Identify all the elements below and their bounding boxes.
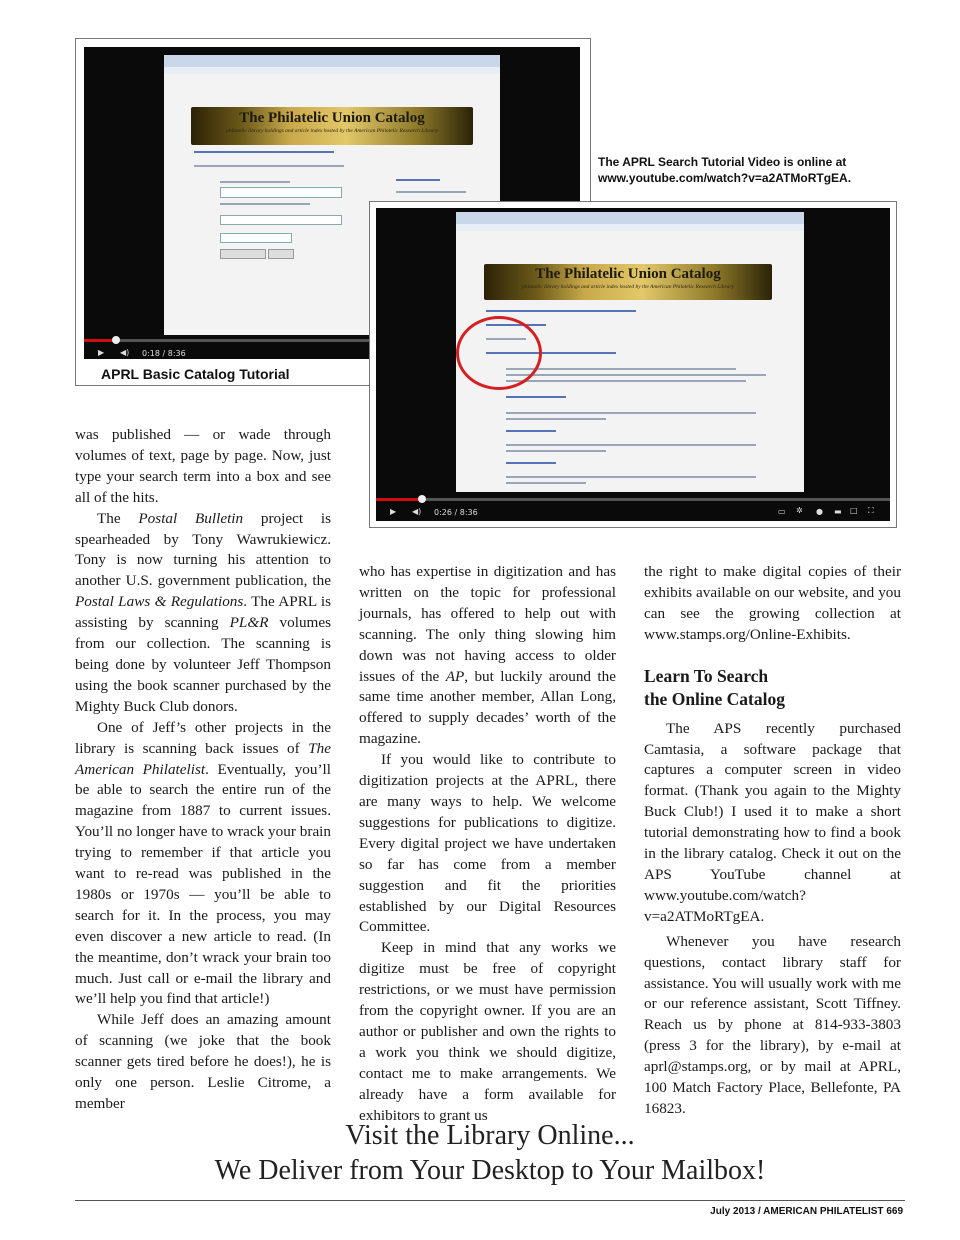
article-column-3 [644, 562, 901, 1120]
browser-menu-bar [456, 224, 804, 231]
banner-title: The Philatelic Union Catalog [239, 110, 425, 126]
theater-mode-icon[interactable]: □ [850, 506, 858, 515]
article-column-2 [359, 562, 616, 1126]
promo-line-2: We Deliver from Your Desktop to Your Mailbox! [214, 1155, 766, 1186]
play-icon[interactable]: ▶ [98, 348, 105, 357]
miniplayer-icon[interactable]: ▬ [834, 507, 842, 516]
browser-menu-bar [164, 67, 500, 74]
banner-subtitle: philatelic library holdings and article index hosted by the American Philatelic Research Library [521, 284, 735, 290]
volume-icon[interactable]: ◀) [120, 348, 130, 357]
captions-icon[interactable]: ▭ [778, 507, 786, 516]
video-screenshot-2 [456, 212, 804, 492]
catalog-banner [191, 107, 473, 145]
article-column-1 [75, 425, 331, 1115]
paragraph: If you would like to contribute to digitization projects at the APRL, there are many ways to help. We welcome suggestions for publications to digitize. Every digital project we have undertaken so far has come from a member suggestion and fit the priorities established by our Digital Resources Committee. [359, 751, 616, 936]
video-caption: APRL Basic Catalog Tutorial [101, 366, 290, 382]
seek-knob[interactable] [112, 336, 120, 344]
video-player-2[interactable] [376, 208, 890, 521]
tutorial-video-caption: The APRL Search Tutorial Video is online at www.youtube.com/watch?v=a2ATMoRTgEA. [598, 155, 852, 185]
paragraph: was published — or wade through volumes of text, page by page. Now, just type your search term into a box and see all of the hits. [75, 426, 331, 506]
video-time: 0:26 / 8:36 [434, 508, 478, 517]
search-box [220, 187, 342, 198]
browser-toolbar [164, 55, 500, 67]
fullscreen-icon[interactable]: ⛶ [868, 506, 874, 515]
video-time: 0:18 / 8:36 [142, 349, 186, 358]
catalog-banner [484, 264, 772, 300]
footer-divider [75, 1200, 905, 1201]
settings-icon[interactable]: ✲ [796, 506, 803, 515]
browser-toolbar [456, 212, 804, 224]
paragraph: the right to make digital copies of their exhibits available on our website, and you can see the growing collection at www.stamps.org/Online-Exhibits. [644, 563, 901, 643]
paragraph: The Postal Bulletin project is spearheaded by Tony Wawrukiewicz. Tony is now turning his attention to another U.S. government publication, the Postal Laws & Regulations. The APRL is assisting by scanning PL&R volumes from our collection. The scanning is being done by volunteer Jeff Thompson using the book scanner purchased by the Mighty Buck Club donors. [75, 509, 332, 715]
page-footer: July 2013 / AMERICAN PHILATELIST 669 [710, 1206, 903, 1217]
volume-icon[interactable]: ◀) [412, 507, 422, 516]
promo-banner [75, 1118, 905, 1188]
play-icon[interactable]: ▶ [390, 507, 397, 516]
tutorial-video-frame-2[interactable] [369, 201, 897, 528]
promo-line-1: Visit the Library Online... [345, 1120, 635, 1151]
banner-title: The Philatelic Union Catalog [535, 266, 721, 282]
paragraph: Keep in mind that any works we digitize must be free of copyright restrictions, or we must have permission from the copyright owner. If you are an author or publisher and own the rights to a work you think we should digitize, contact me to make arrangements. We already have a form available for exhibitors to grant us [359, 939, 616, 1124]
banner-subtitle: philatelic library holdings and article index hosted by the American Philatelic Research Library [225, 128, 439, 134]
section-heading: Learn To Search the Online Catalog [644, 665, 785, 709]
paragraph: Whenever you have research questions, contact library staff for assistance. You will usually work with me or our reference assistant, Scott Tiffney. Reach us by phone at 814-933-3803 (press 3 for the library), by e-mail at aprl@stamps.org, or by mail at APRL, 100 Match Factory Place, Bellefonte, PA 16823. [644, 932, 901, 1117]
paragraph: The APS recently purchased Camtasia, a software package that captures a computer screen in video format. (Thank you again to the Mighty Buck Club!) I used it to make a short tutorial demonstrating how to find a book in the library catalog. Check it out on the APS YouTube channel at www.youtube.com/watch?v=a2ATMoRTgEA. [644, 719, 901, 925]
seek-knob[interactable] [418, 495, 426, 503]
paragraph: who has expertise in digitization and has written on the topic for professional journals, has offered to help out with scanning. The only thing slowing him down was not having access to older issues of the AP, but luckily around the same time another member, Allan Long, offered to supply decades’ worth of the magazine. [359, 563, 616, 748]
paragraph: While Jeff does an amazing amount of scanning (we joke that the book scanner gets tired before he does!), he is only one person. Leslie Citrome, a member [75, 1011, 331, 1112]
paragraph: One of Jeff’s other projects in the library is scanning back issues of The American Philatelist. Eventually, you’ll be able to search the entire run of the magazine from 1887 to current issues. You’ll no longer have to wrack your brain trying to remember if that article you want to re-read was published in the 1980s or 1970s — you’ll be able to search for it. In the process, you may even discover a new article to read. (In the meantime, don’t wrack your brain too much. Just call or e-mail the library and we’ll help you find that article!) [75, 718, 331, 1008]
highlight-circle [456, 316, 542, 390]
watch-later-icon[interactable]: ● [816, 507, 823, 516]
